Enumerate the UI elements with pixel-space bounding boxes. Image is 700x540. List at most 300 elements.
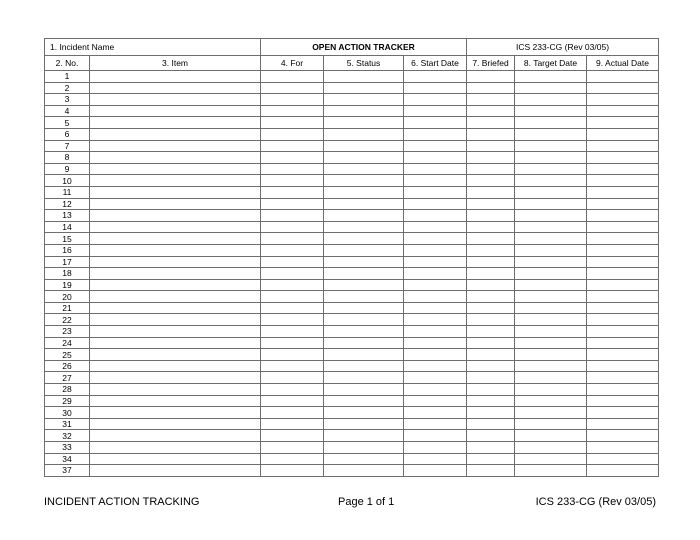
target-date-cell[interactable] (515, 117, 587, 129)
row-number: 24 (45, 337, 90, 349)
briefed-cell[interactable] (467, 128, 515, 140)
item-cell[interactable] (90, 418, 261, 430)
status-cell[interactable] (324, 105, 404, 117)
briefed-cell[interactable] (467, 244, 515, 256)
actual-date-cell[interactable] (587, 198, 659, 210)
column-header-row (45, 56, 659, 71)
actual-date-cell[interactable] (587, 94, 659, 106)
start-date-cell[interactable] (404, 453, 467, 465)
item-cell[interactable] (90, 453, 261, 465)
start-date-cell[interactable] (404, 128, 467, 140)
table-row (45, 465, 659, 477)
briefed-cell[interactable] (467, 268, 515, 280)
briefed-cell[interactable] (467, 349, 515, 361)
item-cell[interactable] (90, 291, 261, 303)
target-date-cell[interactable] (515, 268, 587, 280)
status-cell[interactable] (324, 349, 404, 361)
target-date-cell[interactable] (515, 407, 587, 419)
start-date-cell[interactable] (404, 430, 467, 442)
briefed-cell[interactable] (467, 384, 515, 396)
target-date-cell[interactable] (515, 186, 587, 198)
item-cell[interactable] (90, 430, 261, 442)
actual-date-cell[interactable] (587, 465, 659, 477)
for-cell[interactable] (261, 198, 324, 210)
target-date-cell[interactable] (515, 152, 587, 164)
row-number: 7 (45, 140, 90, 152)
actual-date-cell[interactable] (587, 372, 659, 384)
for-cell[interactable] (261, 210, 324, 222)
status-cell[interactable] (324, 279, 404, 291)
actual-date-cell[interactable] (587, 233, 659, 245)
actual-date-cell[interactable] (587, 175, 659, 187)
briefed-cell[interactable] (467, 175, 515, 187)
incident-name-label: 1. Incident Name (45, 39, 261, 56)
start-date-cell[interactable] (404, 302, 467, 314)
start-date-cell[interactable] (404, 82, 467, 94)
row-number: 29 (45, 395, 90, 407)
row-number: 10 (45, 175, 90, 187)
start-date-cell[interactable] (404, 175, 467, 187)
start-date-cell[interactable] (404, 256, 467, 268)
target-date-cell[interactable] (515, 395, 587, 407)
target-date-cell[interactable] (515, 418, 587, 430)
start-date-cell[interactable] (404, 117, 467, 129)
status-cell[interactable] (324, 430, 404, 442)
row-number: 11 (45, 186, 90, 198)
item-cell[interactable] (90, 384, 261, 396)
status-cell[interactable] (324, 453, 404, 465)
table-row (45, 407, 659, 419)
actual-date-cell[interactable] (587, 349, 659, 361)
start-date-cell[interactable] (404, 198, 467, 210)
row-number: 13 (45, 210, 90, 222)
briefed-cell[interactable] (467, 198, 515, 210)
target-date-cell[interactable] (515, 465, 587, 477)
for-cell[interactable] (261, 314, 324, 326)
status-cell[interactable] (324, 140, 404, 152)
item-cell[interactable] (90, 94, 261, 106)
for-cell[interactable] (261, 152, 324, 164)
row-number: 17 (45, 256, 90, 268)
status-cell[interactable] (324, 221, 404, 233)
actual-date-cell[interactable] (587, 453, 659, 465)
open-action-tracker-table (44, 38, 659, 477)
actual-date-cell[interactable] (587, 244, 659, 256)
row-number: 22 (45, 314, 90, 326)
for-cell[interactable] (261, 418, 324, 430)
start-date-cell[interactable] (404, 152, 467, 164)
start-date-cell[interactable] (404, 140, 467, 152)
table-row (45, 221, 659, 233)
table-row (45, 337, 659, 349)
actual-date-cell[interactable] (587, 314, 659, 326)
start-date-cell[interactable] (404, 71, 467, 83)
status-cell[interactable] (324, 268, 404, 280)
actual-date-cell[interactable] (587, 140, 659, 152)
item-cell[interactable] (90, 442, 261, 454)
status-cell[interactable] (324, 186, 404, 198)
target-date-cell[interactable] (515, 360, 587, 372)
item-cell[interactable] (90, 198, 261, 210)
row-number: 37 (45, 465, 90, 477)
briefed-cell[interactable] (467, 279, 515, 291)
for-cell[interactable] (261, 384, 324, 396)
status-cell[interactable] (324, 291, 404, 303)
for-cell[interactable] (261, 407, 324, 419)
briefed-cell[interactable] (467, 314, 515, 326)
item-cell[interactable] (90, 395, 261, 407)
status-cell[interactable] (324, 465, 404, 477)
target-date-cell[interactable] (515, 384, 587, 396)
start-date-cell[interactable] (404, 186, 467, 198)
actual-date-cell[interactable] (587, 221, 659, 233)
for-cell[interactable] (261, 244, 324, 256)
target-date-cell[interactable] (515, 244, 587, 256)
actual-date-cell[interactable] (587, 256, 659, 268)
item-cell[interactable] (90, 128, 261, 140)
start-date-cell[interactable] (404, 465, 467, 477)
for-cell[interactable] (261, 175, 324, 187)
status-cell[interactable] (324, 82, 404, 94)
start-date-cell[interactable] (404, 268, 467, 280)
item-cell[interactable] (90, 186, 261, 198)
status-cell[interactable] (324, 94, 404, 106)
row-number: 30 (45, 407, 90, 419)
row-number: 33 (45, 442, 90, 454)
start-date-cell[interactable] (404, 233, 467, 245)
target-date-cell[interactable] (515, 233, 587, 245)
row-number: 1 (45, 71, 90, 83)
target-date-cell[interactable] (515, 430, 587, 442)
item-cell[interactable] (90, 279, 261, 291)
for-cell[interactable] (261, 395, 324, 407)
item-cell[interactable] (90, 163, 261, 175)
for-cell[interactable] (261, 291, 324, 303)
item-cell[interactable] (90, 210, 261, 222)
actual-date-cell[interactable] (587, 279, 659, 291)
briefed-cell[interactable] (467, 372, 515, 384)
item-cell[interactable] (90, 256, 261, 268)
item-cell[interactable] (90, 268, 261, 280)
briefed-cell[interactable] (467, 210, 515, 222)
item-cell[interactable] (90, 314, 261, 326)
item-cell[interactable] (90, 221, 261, 233)
target-date-cell[interactable] (515, 105, 587, 117)
target-date-cell[interactable] (515, 326, 587, 338)
status-cell[interactable] (324, 244, 404, 256)
actual-date-cell[interactable] (587, 105, 659, 117)
row-number: 21 (45, 302, 90, 314)
status-cell[interactable] (324, 337, 404, 349)
start-date-cell[interactable] (404, 349, 467, 361)
for-cell[interactable] (261, 279, 324, 291)
row-number: 4 (45, 105, 90, 117)
actual-date-cell[interactable] (587, 186, 659, 198)
start-date-cell[interactable] (404, 314, 467, 326)
start-date-cell[interactable] (404, 337, 467, 349)
table-row (45, 128, 659, 140)
status-cell[interactable] (324, 395, 404, 407)
target-date-cell[interactable] (515, 163, 587, 175)
briefed-cell[interactable] (467, 152, 515, 164)
actual-date-cell[interactable] (587, 128, 659, 140)
briefed-cell[interactable] (467, 140, 515, 152)
row-number: 27 (45, 372, 90, 384)
item-cell[interactable] (90, 326, 261, 338)
start-date-cell[interactable] (404, 94, 467, 106)
row-number: 6 (45, 128, 90, 140)
start-date-cell[interactable] (404, 105, 467, 117)
for-cell[interactable] (261, 82, 324, 94)
briefed-cell[interactable] (467, 395, 515, 407)
status-cell[interactable] (324, 198, 404, 210)
status-cell[interactable] (324, 418, 404, 430)
briefed-cell[interactable] (467, 94, 515, 106)
target-date-cell[interactable] (515, 210, 587, 222)
status-cell[interactable] (324, 117, 404, 129)
start-date-cell[interactable] (404, 442, 467, 454)
target-date-cell[interactable] (515, 291, 587, 303)
target-date-cell[interactable] (515, 221, 587, 233)
item-cell[interactable] (90, 82, 261, 94)
target-date-cell[interactable] (515, 198, 587, 210)
actual-date-cell[interactable] (587, 337, 659, 349)
item-cell[interactable] (90, 372, 261, 384)
table-row (45, 186, 659, 198)
briefed-cell[interactable] (467, 117, 515, 129)
actual-date-cell[interactable] (587, 384, 659, 396)
briefed-cell[interactable] (467, 418, 515, 430)
table-row (45, 175, 659, 187)
item-cell[interactable] (90, 117, 261, 129)
start-date-cell[interactable] (404, 407, 467, 419)
actual-date-cell[interactable] (587, 302, 659, 314)
target-date-cell[interactable] (515, 442, 587, 454)
actual-date-cell[interactable] (587, 71, 659, 83)
for-cell[interactable] (261, 140, 324, 152)
target-date-cell[interactable] (515, 175, 587, 187)
actual-date-cell[interactable] (587, 163, 659, 175)
status-cell[interactable] (324, 407, 404, 419)
row-number: 19 (45, 279, 90, 291)
row-number: 31 (45, 418, 90, 430)
for-cell[interactable] (261, 105, 324, 117)
status-cell[interactable] (324, 302, 404, 314)
briefed-cell[interactable] (467, 291, 515, 303)
target-date-cell[interactable] (515, 302, 587, 314)
target-date-cell[interactable] (515, 372, 587, 384)
status-cell[interactable] (324, 442, 404, 454)
status-cell[interactable] (324, 210, 404, 222)
item-cell[interactable] (90, 349, 261, 361)
status-cell[interactable] (324, 128, 404, 140)
for-cell[interactable] (261, 442, 324, 454)
actual-date-cell[interactable] (587, 395, 659, 407)
briefed-cell[interactable] (467, 221, 515, 233)
status-cell[interactable] (324, 256, 404, 268)
briefed-cell[interactable] (467, 71, 515, 83)
footer-form-id: ICS 233-CG (Rev 03/05) (535, 496, 656, 508)
for-cell[interactable] (261, 465, 324, 477)
item-cell[interactable] (90, 175, 261, 187)
for-cell[interactable] (261, 372, 324, 384)
briefed-cell[interactable] (467, 407, 515, 419)
for-cell[interactable] (261, 326, 324, 338)
actual-date-cell[interactable] (587, 152, 659, 164)
item-cell[interactable] (90, 105, 261, 117)
actual-date-cell[interactable] (587, 430, 659, 442)
for-cell[interactable] (261, 117, 324, 129)
briefed-cell[interactable] (467, 430, 515, 442)
for-cell[interactable] (261, 186, 324, 198)
start-date-cell[interactable] (404, 372, 467, 384)
status-cell[interactable] (324, 360, 404, 372)
for-cell[interactable] (261, 128, 324, 140)
briefed-cell[interactable] (467, 82, 515, 94)
briefed-cell[interactable] (467, 105, 515, 117)
start-date-cell[interactable] (404, 395, 467, 407)
briefed-cell[interactable] (467, 233, 515, 245)
target-date-cell[interactable] (515, 94, 587, 106)
row-number: 34 (45, 453, 90, 465)
start-date-cell[interactable] (404, 360, 467, 372)
col-header-status: 5. Status (324, 56, 404, 71)
briefed-cell[interactable] (467, 302, 515, 314)
target-date-cell[interactable] (515, 453, 587, 465)
item-cell[interactable] (90, 152, 261, 164)
for-cell[interactable] (261, 221, 324, 233)
row-number: 12 (45, 198, 90, 210)
row-number: 28 (45, 384, 90, 396)
target-date-cell[interactable] (515, 140, 587, 152)
start-date-cell[interactable] (404, 326, 467, 338)
row-number: 18 (45, 268, 90, 280)
for-cell[interactable] (261, 302, 324, 314)
status-cell[interactable] (324, 152, 404, 164)
for-cell[interactable] (261, 233, 324, 245)
status-cell[interactable] (324, 314, 404, 326)
actual-date-cell[interactable] (587, 82, 659, 94)
item-cell[interactable] (90, 360, 261, 372)
table-row (45, 314, 659, 326)
start-date-cell[interactable] (404, 279, 467, 291)
briefed-cell[interactable] (467, 442, 515, 454)
start-date-cell[interactable] (404, 244, 467, 256)
table-row (45, 244, 659, 256)
row-number: 20 (45, 291, 90, 303)
actual-date-cell[interactable] (587, 407, 659, 419)
start-date-cell[interactable] (404, 163, 467, 175)
start-date-cell[interactable] (404, 418, 467, 430)
status-cell[interactable] (324, 326, 404, 338)
row-number: 26 (45, 360, 90, 372)
status-cell[interactable] (324, 233, 404, 245)
for-cell[interactable] (261, 360, 324, 372)
briefed-cell[interactable] (467, 186, 515, 198)
table-row (45, 117, 659, 129)
actual-date-cell[interactable] (587, 268, 659, 280)
briefed-cell[interactable] (467, 337, 515, 349)
start-date-cell[interactable] (404, 384, 467, 396)
item-cell[interactable] (90, 465, 261, 477)
table-row (45, 140, 659, 152)
item-cell[interactable] (90, 244, 261, 256)
for-cell[interactable] (261, 453, 324, 465)
table-row (45, 302, 659, 314)
item-cell[interactable] (90, 302, 261, 314)
status-cell[interactable] (324, 163, 404, 175)
target-date-cell[interactable] (515, 349, 587, 361)
for-cell[interactable] (261, 163, 324, 175)
status-cell[interactable] (324, 372, 404, 384)
actual-date-cell[interactable] (587, 418, 659, 430)
target-date-cell[interactable] (515, 337, 587, 349)
table-row (45, 279, 659, 291)
table-row (45, 372, 659, 384)
target-date-cell[interactable] (515, 128, 587, 140)
briefed-cell[interactable] (467, 163, 515, 175)
row-number: 5 (45, 117, 90, 129)
table-row (45, 430, 659, 442)
actual-date-cell[interactable] (587, 442, 659, 454)
briefed-cell[interactable] (467, 256, 515, 268)
actual-date-cell[interactable] (587, 326, 659, 338)
for-cell[interactable] (261, 256, 324, 268)
item-cell[interactable] (90, 140, 261, 152)
row-number: 8 (45, 152, 90, 164)
footer-left-title: INCIDENT ACTION TRACKING (44, 496, 200, 508)
target-date-cell[interactable] (515, 71, 587, 83)
item-cell[interactable] (90, 233, 261, 245)
row-number: 25 (45, 349, 90, 361)
row-number: 16 (45, 244, 90, 256)
row-number: 3 (45, 94, 90, 106)
actual-date-cell[interactable] (587, 360, 659, 372)
start-date-cell[interactable] (404, 210, 467, 222)
status-cell[interactable] (324, 71, 404, 83)
for-cell[interactable] (261, 337, 324, 349)
for-cell[interactable] (261, 430, 324, 442)
target-date-cell[interactable] (515, 279, 587, 291)
briefed-cell[interactable] (467, 326, 515, 338)
briefed-cell[interactable] (467, 453, 515, 465)
col-header-no: 2. No. (45, 56, 90, 71)
target-date-cell[interactable] (515, 256, 587, 268)
item-cell[interactable] (90, 337, 261, 349)
actual-date-cell[interactable] (587, 210, 659, 222)
status-cell[interactable] (324, 175, 404, 187)
briefed-cell[interactable] (467, 360, 515, 372)
table-row (45, 233, 659, 245)
for-cell[interactable] (261, 349, 324, 361)
table-row (45, 105, 659, 117)
target-date-cell[interactable] (515, 82, 587, 94)
for-cell[interactable] (261, 268, 324, 280)
item-cell[interactable] (90, 407, 261, 419)
actual-date-cell[interactable] (587, 291, 659, 303)
for-cell[interactable] (261, 94, 324, 106)
briefed-cell[interactable] (467, 465, 515, 477)
start-date-cell[interactable] (404, 221, 467, 233)
actual-date-cell[interactable] (587, 117, 659, 129)
for-cell[interactable] (261, 71, 324, 83)
header-row (45, 39, 659, 56)
col-header-start-date: 6. Start Date (404, 56, 467, 71)
start-date-cell[interactable] (404, 291, 467, 303)
target-date-cell[interactable] (515, 314, 587, 326)
item-cell[interactable] (90, 71, 261, 83)
status-cell[interactable] (324, 384, 404, 396)
